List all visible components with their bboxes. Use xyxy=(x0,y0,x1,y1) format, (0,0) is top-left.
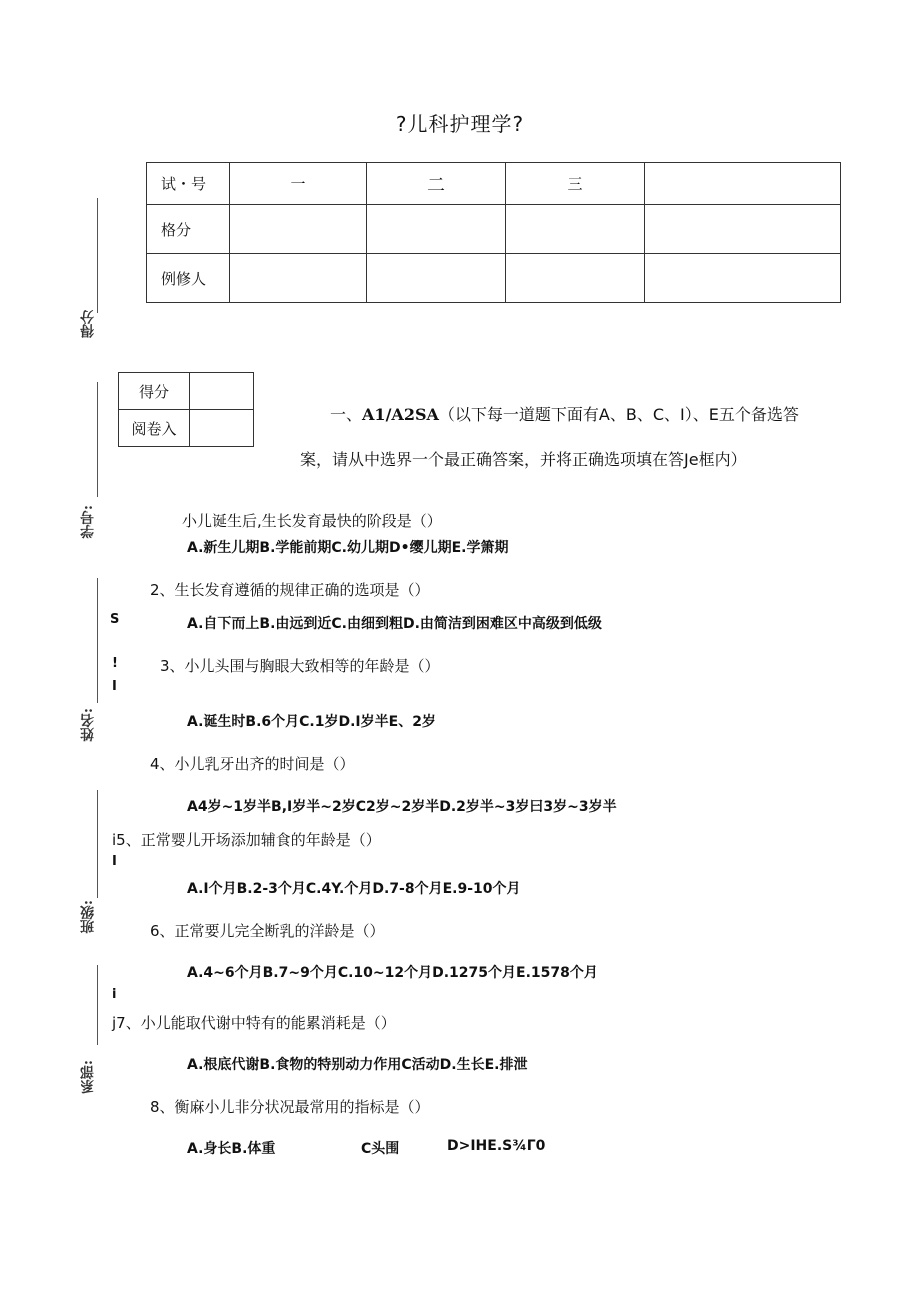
section-score-label: 得分 xyxy=(119,373,190,410)
question-2: 2、生长发育遵循的规律正确的选项是（） xyxy=(150,581,430,599)
score-table-header-3: 三 xyxy=(506,163,645,205)
score-table-header-row xyxy=(147,163,841,205)
question-6-options: A.4~6个月B.7~9个月C.10~12个月D.1275个月E.1578个月 xyxy=(187,965,598,981)
question-5: i5、正常婴儿开场添加辅食的年龄是（） xyxy=(112,831,381,849)
section-instructions xyxy=(300,392,845,482)
question-5-options: A.I个月B.2-3个月C.4Y.个月D.7-8个月E.9-10个月 xyxy=(187,881,521,897)
question-8-option-ab: A.身长B.体重 xyxy=(187,1141,276,1157)
section-score-value xyxy=(190,373,254,410)
binding-line xyxy=(97,790,98,898)
question-2-options: A.自下而上B.由远到近C.由细到粗D.由简洁到困难区中高级到低级 xyxy=(187,616,602,632)
question-8-option-de: D>IHE.S¾Γ0 xyxy=(447,1138,546,1154)
page-title: ?儿科护理学? xyxy=(395,112,525,136)
margin-mark: I xyxy=(112,854,117,869)
margin-label-score: 得分 xyxy=(80,310,96,338)
score-table-row-label: 格分 xyxy=(147,205,230,254)
score-table-row xyxy=(147,205,841,254)
margin-mark: I xyxy=(112,679,117,694)
question-3: 3、小儿头围与胸眼大致相等的年龄是（） xyxy=(160,657,440,675)
binding-line xyxy=(97,382,98,497)
score-cell xyxy=(645,205,841,254)
margin-mark: ! xyxy=(112,656,118,671)
section-grader-value xyxy=(190,410,254,447)
question-1: 小儿诞生后,生长发育最快的阶段是（） xyxy=(182,512,442,530)
score-cell xyxy=(230,205,367,254)
section-grader-label: 阅卷入 xyxy=(119,410,190,447)
score-table-header-total xyxy=(645,163,841,205)
binding-line xyxy=(97,198,98,313)
section-score-table xyxy=(118,372,254,447)
section-instructions-line1 xyxy=(300,392,845,437)
section-prefix: 一、 xyxy=(330,405,363,424)
question-6: 6、正常要儿完全断乳的洋龄是（） xyxy=(150,922,385,940)
score-table-header-1: 一 xyxy=(230,163,367,205)
score-cell xyxy=(506,254,645,303)
margin-label-student-id: 学号: xyxy=(80,505,96,539)
score-cell xyxy=(367,205,506,254)
score-cell xyxy=(506,205,645,254)
score-cell xyxy=(230,254,367,303)
binding-line xyxy=(97,965,98,1045)
score-table-header-label: 试・号 xyxy=(147,163,230,205)
question-8: 8、衡麻小儿非分状况最常用的指标是（） xyxy=(150,1098,430,1116)
section-instructions-line2: 案，请从中选界一个最正确答案，并将正确选项填在答Je框内） xyxy=(300,450,747,469)
score-table-row xyxy=(147,254,841,303)
section-score-row xyxy=(119,373,254,410)
margin-label-class: 班级: xyxy=(80,900,96,934)
question-4: 4、小儿乳牙出齐的时间是（） xyxy=(150,755,355,773)
margin-mark: i xyxy=(112,987,117,1002)
question-4-options: A4岁~1岁半B,I岁半~2岁C2岁~2岁半D.2岁半~3岁曰3岁~3岁半 xyxy=(187,799,617,815)
section-score-row xyxy=(119,410,254,447)
question-7: j7、小儿能取代谢中特有的能累消耗是（） xyxy=(112,1014,396,1032)
section-instructions-text: （以下每一道题下面有A、B、C、I）、E五个备选答 xyxy=(438,405,799,424)
margin-label-name: 姓名: xyxy=(80,708,96,742)
question-8-option-c: C头围 xyxy=(361,1141,400,1157)
score-table xyxy=(146,162,841,303)
question-1-options: A.新生儿期B.学能前期C.幼儿期D•缨儿期E.学箫期 xyxy=(187,540,509,556)
binding-line xyxy=(97,578,98,703)
question-7-options: A.根底代谢B.食物的特别动力作用C活动D.生长E.排泄 xyxy=(187,1057,528,1073)
margin-label-department: 系部: xyxy=(80,1060,96,1094)
margin-mark: S xyxy=(110,612,120,627)
question-3-options: A.诞生时B.6个月C.1岁D.I岁半E、2岁 xyxy=(187,714,436,730)
score-table-row-label: 例修人 xyxy=(147,254,230,303)
section-code: A1/A2SA xyxy=(362,405,439,424)
score-table-header-2: 二 xyxy=(367,163,506,205)
score-cell xyxy=(645,254,841,303)
score-cell xyxy=(367,254,506,303)
